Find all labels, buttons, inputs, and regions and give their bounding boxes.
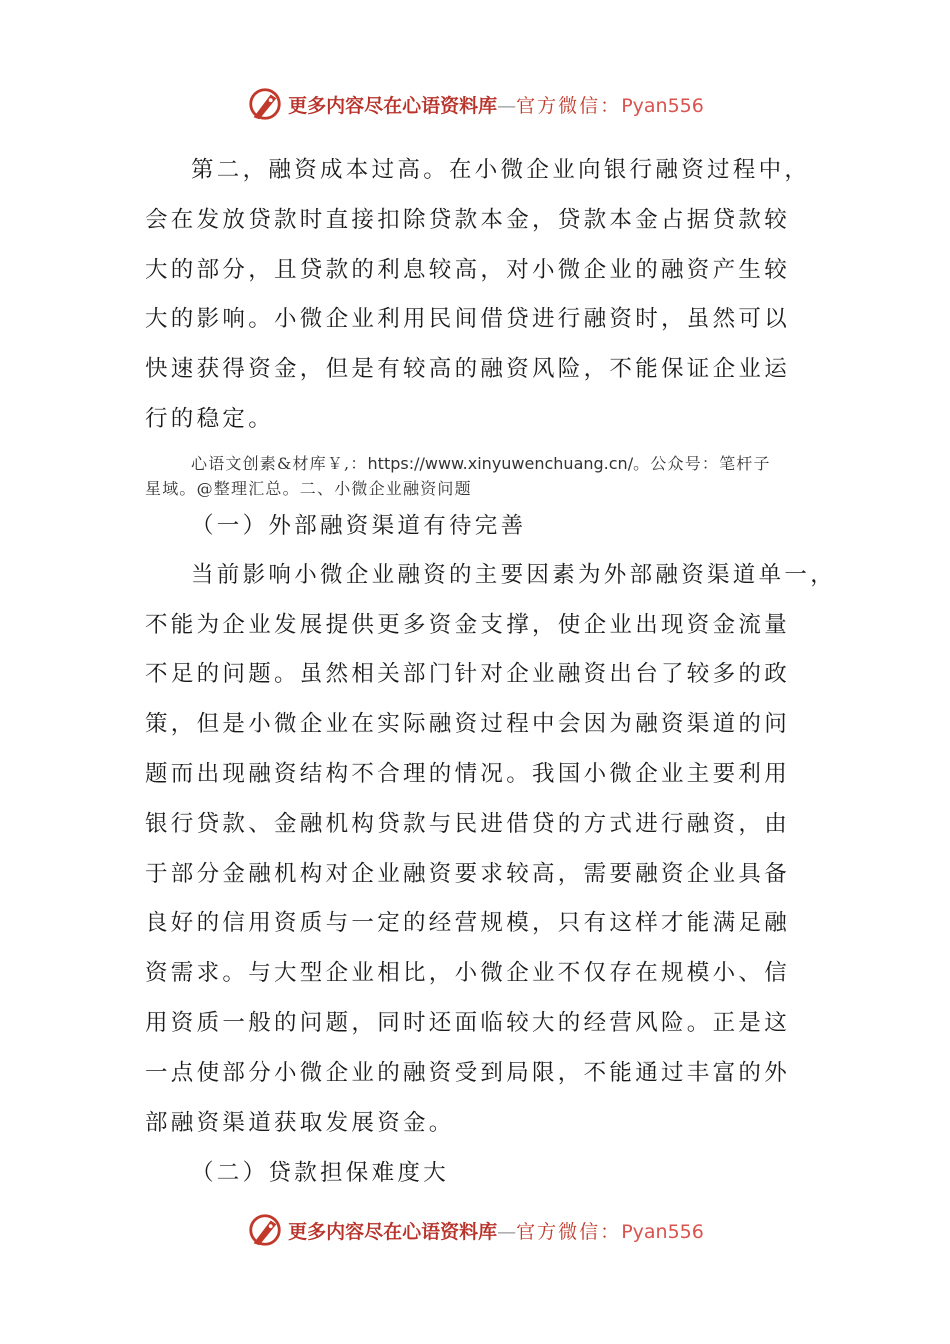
note-prefix: 心语文创素&材库￥,： <box>191 453 368 473</box>
text-line: 会在发放贷款时直接扣除贷款本金，贷款本金占据贷款较 <box>145 206 791 233</box>
text-line: 银行贷款、金融机构贷款与民进借贷的方式进行融资，由 <box>145 810 791 837</box>
source-note <box>145 451 825 501</box>
banner-text <box>288 91 704 118</box>
banner-slogan: 更多内容尽在心语资料库 <box>288 1220 498 1243</box>
text-line: 第二，融资成本过高。在小微企业向银行融资过程中， <box>191 157 811 183</box>
header-banner <box>0 84 950 124</box>
text-line: 良好的信用资质与一定的经营规模，只有这样才能满足融 <box>145 910 791 937</box>
banner-separator: — <box>497 1220 517 1243</box>
section-heading-loan-guarantee: （二）贷款担保难度大 <box>191 1160 450 1187</box>
text-line: 一点使部分小微企业的融资受到局限，不能通过丰富的外 <box>145 1059 791 1086</box>
text-line: 部融资渠道获取发展资金。 <box>145 1109 455 1136</box>
section-heading-external-channels: （一）外部融资渠道有待完善 <box>191 512 527 539</box>
document-body <box>145 146 837 1198</box>
banner-wechat-id: Pyan556 <box>621 94 704 117</box>
text-line: 大的影响。小微企业利用民间借贷进行融资时，虽然可以 <box>145 306 791 333</box>
note-line-1 <box>145 451 825 476</box>
text-line: 快速获得资金，但是有较高的融资风险，不能保证企业运 <box>145 356 791 383</box>
text-line: 于部分金融机构对企业融资要求较高，需要融资企业具备 <box>145 860 791 887</box>
text-line: 用资质一般的问题，同时还面临较大的经营风险。正是这 <box>145 1009 791 1036</box>
text-line: 策，但是小微企业在实际融资过程中会因为融资渠道的问 <box>145 711 791 738</box>
text-line: 不能为企业发展提供更多资金支撑，使企业出现资金流量 <box>145 611 791 638</box>
banner-wechat-label: 官方微信： <box>516 1220 622 1243</box>
note-suffix: 。公众号：笔杆子 <box>633 453 771 473</box>
banner-separator: — <box>497 94 517 117</box>
banner-wechat-id: Pyan556 <box>621 1220 704 1243</box>
text-line: 题而出现融资结构不合理的情况。我国小微企业主要利用 <box>145 760 791 787</box>
banner-text <box>288 1217 704 1244</box>
banner-wechat-label: 官方微信： <box>516 94 622 117</box>
paragraph-external-channels <box>145 551 837 1149</box>
text-line: 大的部分，且贷款的利息较高，对小微企业的融资产生较 <box>145 256 791 283</box>
pen-nib-circle-icon <box>246 1211 284 1249</box>
source-url-link[interactable]: https://www.xinyuwenchuang.cn/ <box>367 453 634 473</box>
text-line: 不足的问题。虽然相关部门针对企业融资出台了较多的政 <box>145 661 791 688</box>
footer-banner <box>0 1210 950 1250</box>
pen-nib-circle-icon <box>246 85 284 123</box>
paragraph-financing-cost <box>145 146 825 445</box>
text-line: 资需求。与大型企业相比，小微企业不仅存在规模小、信 <box>145 960 791 987</box>
banner-slogan: 更多内容尽在心语资料库 <box>288 94 498 117</box>
text-line: 行的稳定。 <box>145 405 275 432</box>
text-line: 当前影响小微企业融资的主要因素为外部融资渠道单一， <box>191 561 837 588</box>
note-line-2: 星域。@整理汇总。二、小微企业融资问题 <box>145 478 472 498</box>
